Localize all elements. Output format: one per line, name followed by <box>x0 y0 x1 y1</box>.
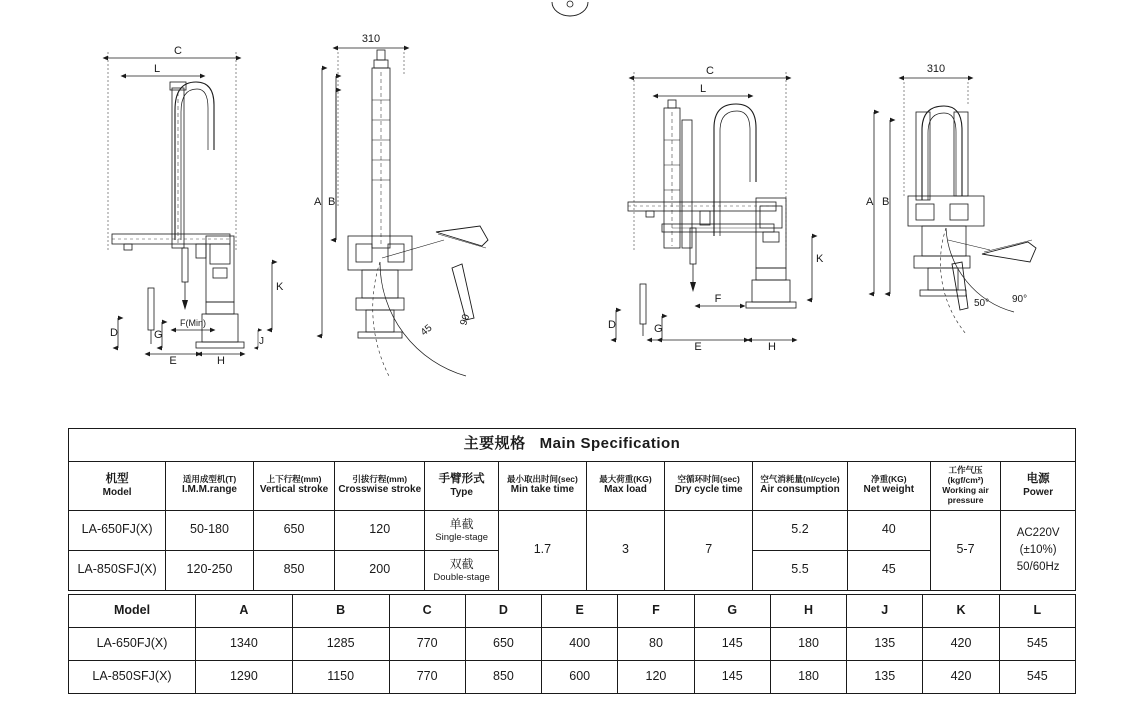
dim-cell-a-1: 1340 <box>196 628 293 661</box>
svg-text:L: L <box>699 83 707 95</box>
view-double-stage-side <box>866 63 1036 334</box>
cell-air-consumption-1: 5.2 <box>753 510 848 550</box>
cell-crosswise-stroke-2: 200 <box>335 550 425 590</box>
main-specification-table <box>68 428 1076 591</box>
dim-cell-g-1: 145 <box>694 628 770 661</box>
cell-net-weight-2: 45 <box>847 550 930 590</box>
col-header-net-weight: 净重(KG) Net weight <box>847 461 930 510</box>
col-header-dry-cycle-time: 空循环时间(sec) Dry cycle time <box>665 461 753 510</box>
svg-text:C: C <box>706 65 714 77</box>
dim-cell-j-2: 135 <box>847 661 923 694</box>
svg-text:90°: 90° <box>1012 294 1028 305</box>
top-arc-decoration <box>552 1 588 16</box>
dim-cell-a-2: 1290 <box>196 661 293 694</box>
cell-type-1: 单截 Single-stage <box>425 510 499 550</box>
dim-cell-c-1: 770 <box>389 628 465 661</box>
dim-col-header-c: C <box>389 595 465 628</box>
cell-vertical-stroke-2: 850 <box>253 550 334 590</box>
svg-text:45: 45 <box>418 322 435 339</box>
dim-header-row <box>69 595 1076 628</box>
dim-cell-d-1: 650 <box>465 628 541 661</box>
spec-title-cn: 主要规格 <box>463 435 526 452</box>
dim-col-header-f: F <box>618 595 694 628</box>
dim-col-header-k: K <box>923 595 999 628</box>
cell-dry-cycle-time: 7 <box>665 510 753 590</box>
col-header-power: 电源 Power <box>1001 461 1076 510</box>
svg-text:310: 310 <box>361 33 381 45</box>
dim-cell-j-1: 135 <box>847 628 923 661</box>
dim-cell-k-1: 420 <box>923 628 999 661</box>
view-double-stage-front <box>608 65 824 353</box>
cell-type-2: 双截 Double-stage <box>425 550 499 590</box>
svg-text:B: B <box>882 196 890 208</box>
col-header-max-load: 最大荷重(KG) Max load <box>586 461 664 510</box>
svg-text:C: C <box>174 45 182 57</box>
dim-cell-l-1: 545 <box>999 628 1075 661</box>
spec-title-cell <box>69 429 1076 462</box>
view-single-stage-front <box>108 45 336 367</box>
cell-imm-range-2: 120-250 <box>166 550 254 590</box>
spec-header-row <box>69 461 1076 510</box>
dim-col-header-h: H <box>770 595 846 628</box>
dim-cell-h-1: 180 <box>770 628 846 661</box>
col-header-imm-range: 适用成型机(T) I.M.M.range <box>166 461 254 510</box>
dim-cell-e-1: 400 <box>542 628 618 661</box>
dim-cell-b-1: 1285 <box>292 628 389 661</box>
dimension-table <box>68 594 1076 694</box>
svg-text:H: H <box>217 355 225 367</box>
dim-col-header-a: A <box>196 595 293 628</box>
cell-net-weight-1: 40 <box>847 510 930 550</box>
dim-cell-e-2: 600 <box>542 661 618 694</box>
cell-model-1: LA-650FJ(X) <box>69 510 166 550</box>
table-row <box>69 661 1076 694</box>
dim-col-header-b: B <box>292 595 389 628</box>
dim-cell-f-2: 120 <box>618 661 694 694</box>
cell-crosswise-stroke-1: 120 <box>335 510 425 550</box>
svg-text:K: K <box>276 281 284 293</box>
view-single-stage-side <box>314 33 488 378</box>
dim-col-header-d: D <box>465 595 541 628</box>
col-header-model: 机型 Model <box>69 461 166 510</box>
svg-text:50°: 50° <box>974 298 990 309</box>
dim-cell-k-2: 420 <box>923 661 999 694</box>
dim-cell-d-2: 850 <box>465 661 541 694</box>
svg-text:E: E <box>169 355 177 367</box>
cell-max-load: 3 <box>586 510 664 590</box>
dim-cell-l-2: 545 <box>999 661 1075 694</box>
svg-text:E: E <box>694 341 702 353</box>
svg-text:H: H <box>768 341 776 353</box>
svg-text:D: D <box>110 327 118 339</box>
dim-cell-model-2: LA-850SFJ(X) <box>69 661 196 694</box>
dim-col-header-g: G <box>694 595 770 628</box>
svg-text:D: D <box>608 319 616 331</box>
svg-text:L: L <box>153 63 161 75</box>
svg-text:310: 310 <box>926 63 946 75</box>
table-row <box>69 510 1076 550</box>
svg-text:F(Min): F(Min) <box>180 318 206 328</box>
cell-air-consumption-2: 5.5 <box>753 550 848 590</box>
dim-col-header-e: E <box>542 595 618 628</box>
table-row <box>69 628 1076 661</box>
spec-title-en: Main Specification <box>539 435 681 452</box>
cell-working-air-pressure: 5-7 <box>930 510 1000 590</box>
dim-cell-f-1: 80 <box>618 628 694 661</box>
dim-cell-h-2: 180 <box>770 661 846 694</box>
dimension-table-container <box>68 594 1076 694</box>
dim-col-header-j: J <box>847 595 923 628</box>
col-header-min-take-time: 最小取出时间(sec) Min take time <box>499 461 587 510</box>
dim-cell-b-2: 1150 <box>292 661 389 694</box>
dim-cell-c-2: 770 <box>389 661 465 694</box>
svg-text:K: K <box>816 253 824 265</box>
col-header-air-consumption: 空气消耗量(nl/cycle) Air consumption <box>753 461 848 510</box>
col-header-working-air-pressure: 工作气压 (kgf/cm²) Working air pressure <box>930 461 1000 510</box>
cell-imm-range-1: 50-180 <box>166 510 254 550</box>
dim-cell-model-1: LA-650FJ(X) <box>69 628 196 661</box>
svg-text:J: J <box>259 336 264 347</box>
col-header-vertical-stroke: 上下行程(mm) Vertical stroke <box>253 461 334 510</box>
col-header-crosswise-stroke: 引拔行程(mm) Crosswise stroke <box>335 461 425 510</box>
spec-title-row <box>69 429 1076 462</box>
svg-text:F: F <box>714 293 722 305</box>
main-specification-table-container <box>68 428 1076 591</box>
cell-min-take-time: 1.7 <box>499 510 587 590</box>
svg-text:90: 90 <box>458 312 473 327</box>
svg-text:G: G <box>154 329 163 341</box>
svg-text:B: B <box>328 196 336 208</box>
svg-text:G: G <box>654 323 663 335</box>
svg-text:A: A <box>866 196 874 208</box>
svg-text:A: A <box>314 196 322 208</box>
dim-col-header-l: L <box>999 595 1075 628</box>
cell-power: AC220V (±10%) 50/60Hz <box>1001 510 1076 590</box>
dim-cell-g-2: 145 <box>694 661 770 694</box>
cell-vertical-stroke-1: 650 <box>253 510 334 550</box>
cell-model-2: LA-850SFJ(X) <box>69 550 166 590</box>
dim-col-header-model: Model <box>69 595 196 628</box>
col-header-type: 手臂形式 Type <box>425 461 499 510</box>
